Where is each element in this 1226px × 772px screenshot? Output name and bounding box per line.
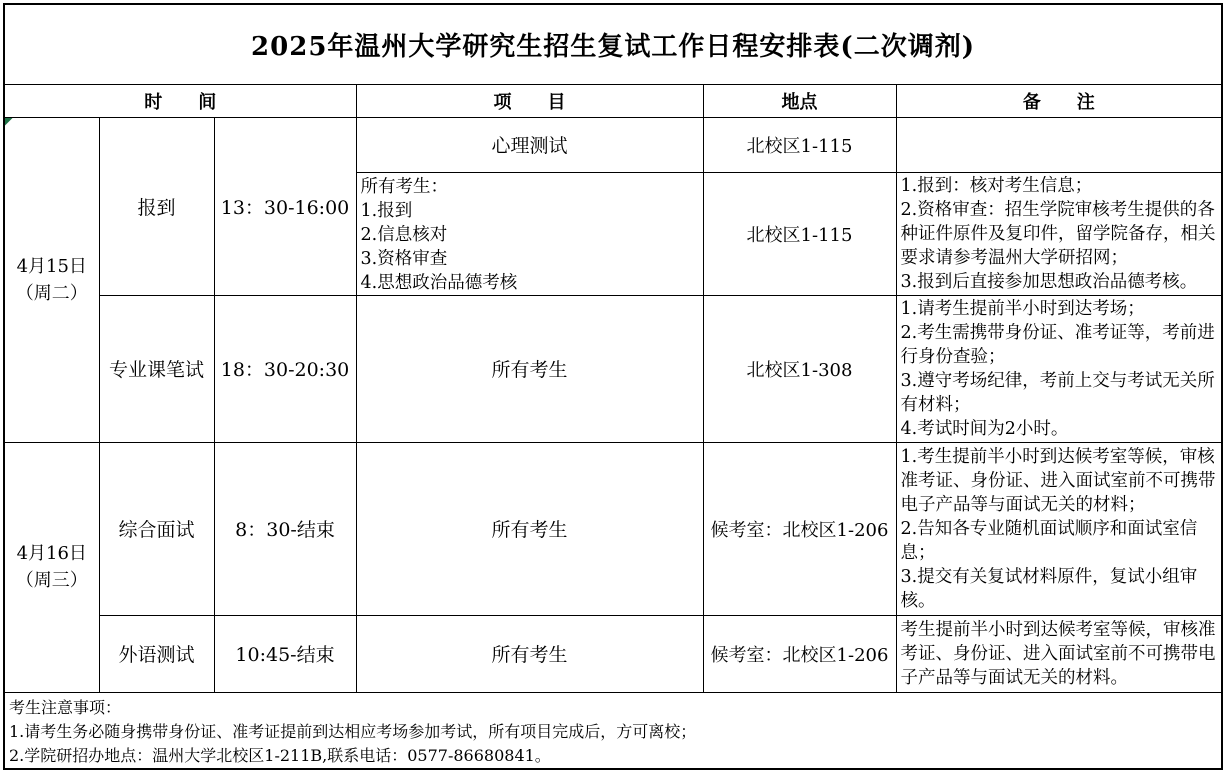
header-row [4, 84, 1222, 117]
col-header-location: 地点 [703, 84, 896, 117]
remark-line: 2.资格审查：招生学院审核考生提供的各种证件原件及复印件，留学院备存，相关要求请参考温州大学研招网； [900, 199, 1216, 268]
project-cell-registration [356, 172, 703, 295]
remark-line: 3.提交有关复试材料原件，复试小组审核。 [900, 566, 1198, 611]
activity-cell-interview: 综合面试 [99, 442, 214, 615]
remark-cell-registration [896, 172, 1222, 295]
row-psych-test [4, 117, 1222, 172]
remark-line: 3.遵守考场纪律，考前上交与考试无关所有材料； [900, 370, 1215, 415]
col-header-time: 时 间 [4, 84, 356, 117]
location-cell-written-exam: 北校区1-308 [703, 295, 896, 442]
project-cell-written-exam: 所有考生 [356, 295, 703, 442]
project-cell-foreign-lang: 所有考生 [356, 615, 703, 692]
row-foreign-lang-test [4, 615, 1222, 692]
notes-line: 考生注意事项： [9, 697, 122, 717]
activity-cell-registration: 报到 [99, 117, 214, 295]
notes-row [4, 692, 1222, 769]
title-row [4, 4, 1222, 84]
date-cell-apr16 [4, 442, 99, 692]
activity-cell-written-exam: 专业课笔试 [99, 295, 214, 442]
remark-line: 考生提前半小时到达候考室等候，审核准考证、身份证、进入面试室前不可携带电子产品等与面试无关的材料。 [900, 619, 1216, 688]
remark-line: 1.报到：核对考生信息； [900, 175, 1093, 196]
remark-line: 1.请考生提前半小时到达考场； [900, 298, 1145, 319]
time-cell-foreign-lang: 10:45-结束 [214, 615, 356, 692]
time-cell-registration: 13：30-16:00 [214, 117, 356, 295]
page-title: 2025年温州大学研究生招生复试工作日程安排表(二次调剂) [4, 4, 1222, 84]
project-line: 4.思想政治品德考核 [360, 272, 518, 293]
project-line: 3.资格审查 [360, 248, 448, 269]
weekday-text: （周二） [15, 282, 88, 304]
remark-cell-written-exam [896, 295, 1222, 442]
project-line: 所有考生： [360, 176, 448, 197]
remark-line: 3.报到后直接参加思想政治品德考核。 [900, 271, 1198, 292]
col-header-remark: 备 注 [896, 84, 1222, 117]
location-cell-psych-test: 北校区1-115 [703, 117, 896, 172]
location-cell-interview: 候考室：北校区1-206 [703, 442, 896, 615]
project-line: 1.报到 [360, 200, 413, 221]
weekday-text: （周三） [15, 570, 88, 591]
location-cell-foreign-lang: 候考室：北校区1-206 [703, 615, 896, 692]
row-written-exam [4, 295, 1222, 442]
project-cell-interview: 所有考生 [356, 442, 703, 615]
project-line: 2.信息核对 [360, 224, 448, 245]
remark-line: 4.考试时间为2小时。 [900, 418, 1069, 439]
date-cell-apr15 [4, 117, 99, 442]
date-text: 4月16日 [16, 543, 87, 564]
remark-line: 2.考生需携带身份证、准考证等，考前进行身份查验； [900, 322, 1215, 367]
remark-line: 2.告知各专业随机面试顺序和面试室信息； [900, 518, 1198, 563]
remark-cell-foreign-lang [896, 615, 1222, 692]
col-header-project: 项 目 [356, 84, 703, 117]
schedule-table [3, 3, 1223, 770]
location-cell-registration: 北校区1-115 [703, 172, 896, 295]
excel-flag-icon [5, 118, 13, 126]
time-cell-interview: 8：30-结束 [214, 442, 356, 615]
candidate-notes [4, 692, 1222, 769]
remark-cell-interview [896, 442, 1222, 615]
date-text: 4月15日 [16, 255, 87, 277]
remark-cell-psych-test [896, 117, 1222, 172]
row-interview [4, 442, 1222, 615]
time-cell-written-exam: 18：30-20:30 [214, 295, 356, 442]
project-cell-psych-test: 心理测试 [356, 117, 703, 172]
activity-cell-foreign-lang: 外语测试 [99, 615, 214, 692]
notes-line: 2.学院研招办地点：温州大学北校区1-211B,联系电话：0577-86680841。 [9, 745, 551, 765]
notes-line: 1.请考生务必随身携带身份证、准考证提前到达相应考场参加考试，所有项目完成后，方可离校； [9, 721, 697, 741]
remark-line: 1.考生提前半小时到达候考室等候，审核准考证、身份证、进入面试室前不可携带电子产品等与面试无关的材料； [900, 446, 1216, 515]
